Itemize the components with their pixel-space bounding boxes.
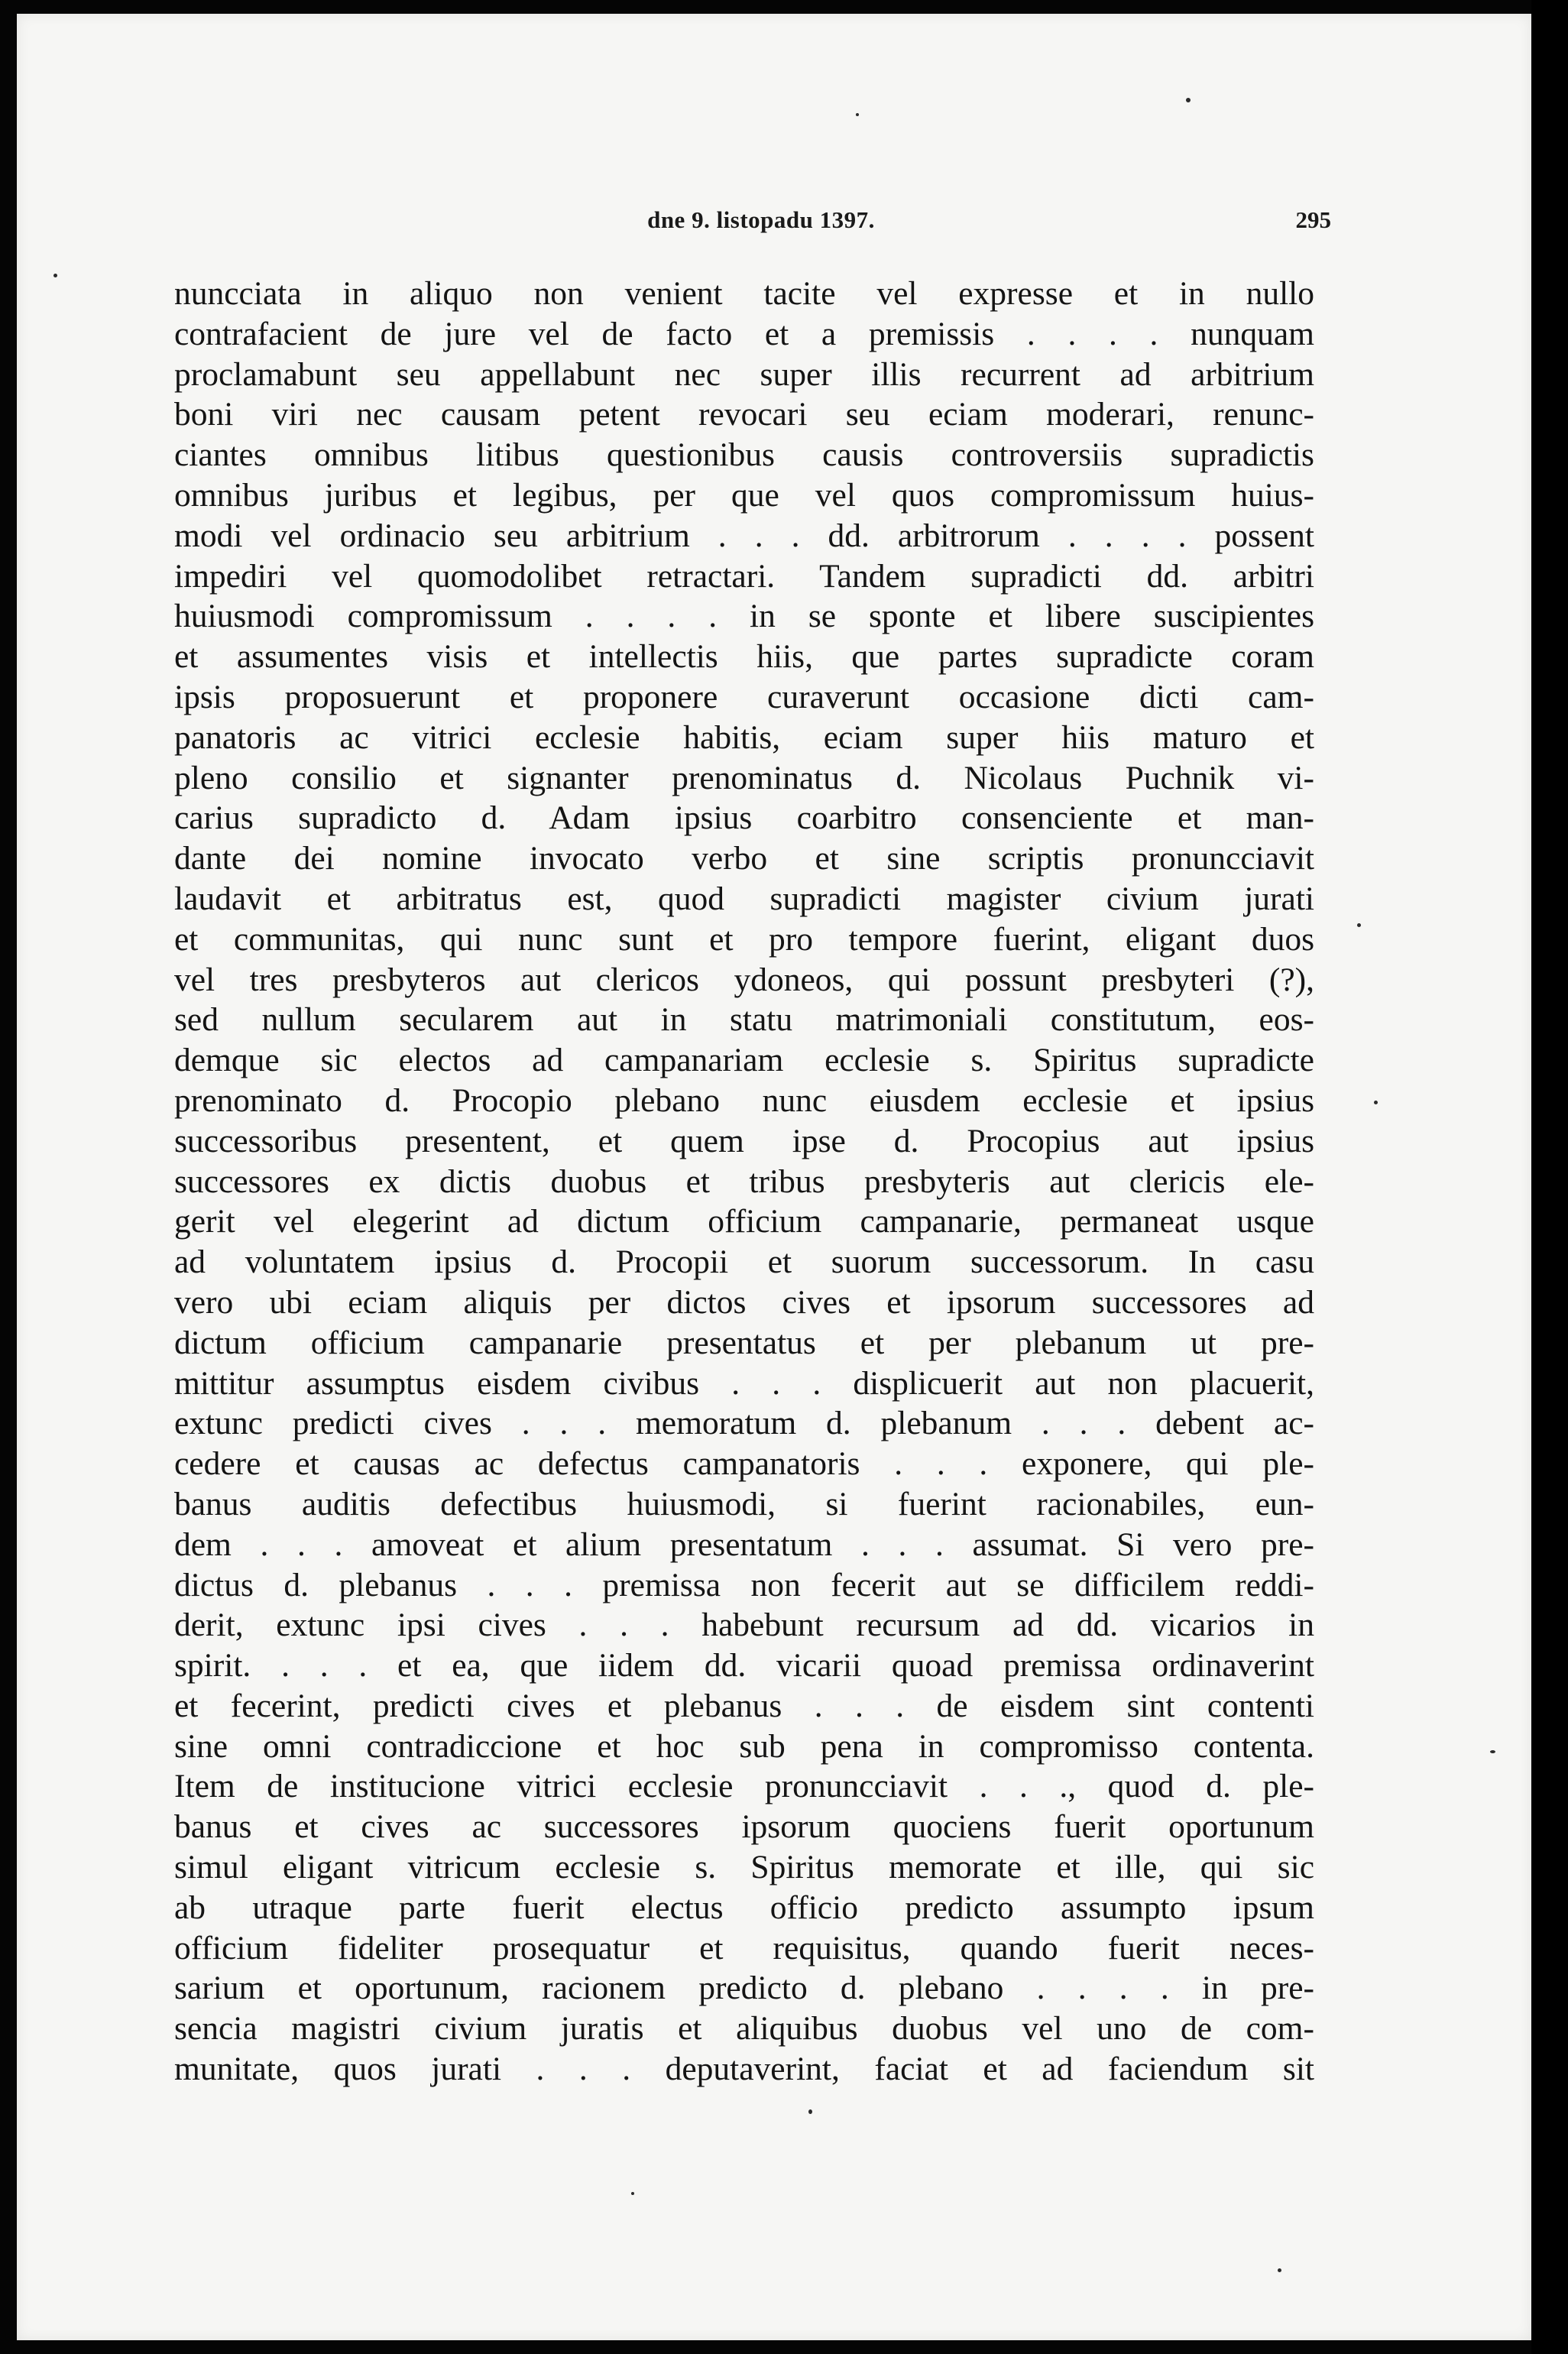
text-line: dante dei nomine invocato verbo et sine scriptis pronuncciavit xyxy=(174,840,1314,877)
text-line: spirit. . . . et ea, que iidem dd. vicarii quoad premissa ordinaverint xyxy=(174,1647,1314,1684)
running-head xyxy=(191,206,1331,245)
text-line: banus auditis defectibus huiusmodi, si fuerint racionabiles, eun- xyxy=(174,1485,1314,1522)
scan-speck xyxy=(1186,98,1191,102)
page-number: 295 xyxy=(1295,206,1331,233)
text-line: ad voluntatem ipsius d. Procopii et suorum successorum. In casu xyxy=(174,1243,1314,1281)
text-line: ab utraque parte fuerit electus officio predicto assumpto ipsum xyxy=(174,1889,1314,1926)
scan-speck xyxy=(1490,1750,1495,1753)
text-line: munitate, quos jurati . . . deputaverint, faciat et ad faciendum sit xyxy=(174,2051,1314,2088)
text-line: panatoris ac vitrici ecclesie habitis, eciam super hiis maturo et xyxy=(174,718,1314,756)
text-line: sarium et oportunum, racionem predicto d. plebano . . . . in pre- xyxy=(174,1970,1314,2007)
text-line: sencia magistri civium juratis et aliquibus duobus vel uno de com- xyxy=(174,2010,1314,2048)
scan-speck xyxy=(856,113,859,116)
text-line: gerit vel elegerint ad dictum officium campanarie, permaneat usque xyxy=(174,1203,1314,1240)
scan-speck xyxy=(53,274,57,277)
text-line: demque sic electos ad campanariam ecclesie s. Spiritus supradicte xyxy=(174,1042,1314,1079)
text-line: vero ubi eciam aliquis per dictos cives et ipsorum successores ad xyxy=(174,1283,1314,1321)
text-line: ciantes omnibus litibus questionibus causis controversiis supradictis xyxy=(174,436,1314,474)
text-line: prenominato d. Procopio plebano nunc eiusdem ecclesie et ipsius xyxy=(174,1081,1314,1119)
text-line: proclamabunt seu appellabunt nec super illis recurrent ad arbitrium xyxy=(174,355,1314,393)
text-line: derit, extunc ipsi cives . . . habebunt recursum ad dd. vicarios in xyxy=(174,1607,1314,1644)
text-line: et communitas, qui nunc sunt et pro tempore fuerint, eligant duos xyxy=(174,920,1314,958)
text-line: huiusmodi compromissum . . . . in se sponte et libere suscipientes xyxy=(174,598,1314,635)
text-line: sine omni contradiccione et hoc sub pena in compromisso contenta. xyxy=(174,1727,1314,1765)
text-line: modi vel ordinacio seu arbitrium . . . dd. arbitrorum . . . . possent xyxy=(174,517,1314,554)
scan-speck xyxy=(1357,923,1361,927)
scan-speck xyxy=(631,2192,634,2195)
text-line: dictum officium campanarie presentatus et per plebanum ut pre- xyxy=(174,1324,1314,1361)
scan-speck xyxy=(808,2109,812,2114)
scan-speck xyxy=(1278,2268,1281,2272)
text-line: mittitur assumptus eisdem civibus . . . displicuerit aut non placuerit, xyxy=(174,1364,1314,1402)
running-title: dne 9. listopadu 1397. xyxy=(647,206,875,233)
text-line: contrafacient de jure vel de facto et a premissis . . . . nunquam xyxy=(174,315,1314,352)
scan-right-edge xyxy=(1531,0,1568,2354)
text-line: successoribus presentent, et quem ipse d. Procopius aut ipsius xyxy=(174,1122,1314,1159)
text-line: extunc predicti cives . . . memoratum d. plebanum . . . debent ac- xyxy=(174,1405,1314,1442)
text-line: simul eligant vitricum ecclesie s. Spiritus memorate et ille, qui sic xyxy=(174,1849,1314,1886)
body-text xyxy=(174,274,1314,2090)
text-line: nuncciata in aliquo non venient tacite vel expresse et in nullo xyxy=(174,275,1314,312)
text-line: laudavit et arbitratus est, quod supradicti magister civium jurati xyxy=(174,880,1314,917)
text-line: ipsis proposuerunt et proponere curaverunt occasione dicti cam- xyxy=(174,678,1314,715)
text-line: cedere et causas ac defectus campanatoris . . . exponere, qui ple- xyxy=(174,1445,1314,1483)
text-line: Item de institucione vitrici ecclesie pronuncciavit . . ., quod d. ple- xyxy=(174,1768,1314,1805)
text-line: sed nullum secularem aut in statu matrimoniali constitutum, eos- xyxy=(174,1001,1314,1039)
text-line: vel tres presbyteros aut clericos ydoneos, qui possunt presbyteri (?), xyxy=(174,961,1314,998)
text-line: officium fideliter prosequatur et requisitus, quando fuerit neces- xyxy=(174,1929,1314,1967)
text-line: et assumentes visis et intellectis hiis, que partes supradicte coram xyxy=(174,638,1314,676)
scan-speck xyxy=(1374,1101,1378,1104)
text-line: boni viri nec causam petent revocari seu eciam moderari, renunc- xyxy=(174,396,1314,433)
text-line: dem . . . amoveat et alium presentatum . . . assumat. Si vero pre- xyxy=(174,1526,1314,1563)
text-line: omnibus juribus et legibus, per que vel quos compromissum huius- xyxy=(174,476,1314,514)
text-line: successores ex dictis duobus et tribus presbyteris aut clericis ele- xyxy=(174,1162,1314,1200)
text-line: banus et cives ac successores ipsorum quociens fuerit oportunum xyxy=(174,1808,1314,1846)
text-line: et fecerint, predicti cives et plebanus . . . de eisdem sint contenti xyxy=(174,1687,1314,1724)
text-line: carius supradicto d. Adam ipsius coarbitro consenciente et man- xyxy=(174,799,1314,837)
text-line: pleno consilio et signanter prenominatus d. Nicolaus Puchnik vi- xyxy=(174,759,1314,796)
text-line: dictus d. plebanus . . . premissa non fecerit aut se difficilem reddi- xyxy=(174,1566,1314,1603)
text-line: impediri vel quomodolibet retractari. Tandem supradicti dd. arbitri xyxy=(174,557,1314,595)
